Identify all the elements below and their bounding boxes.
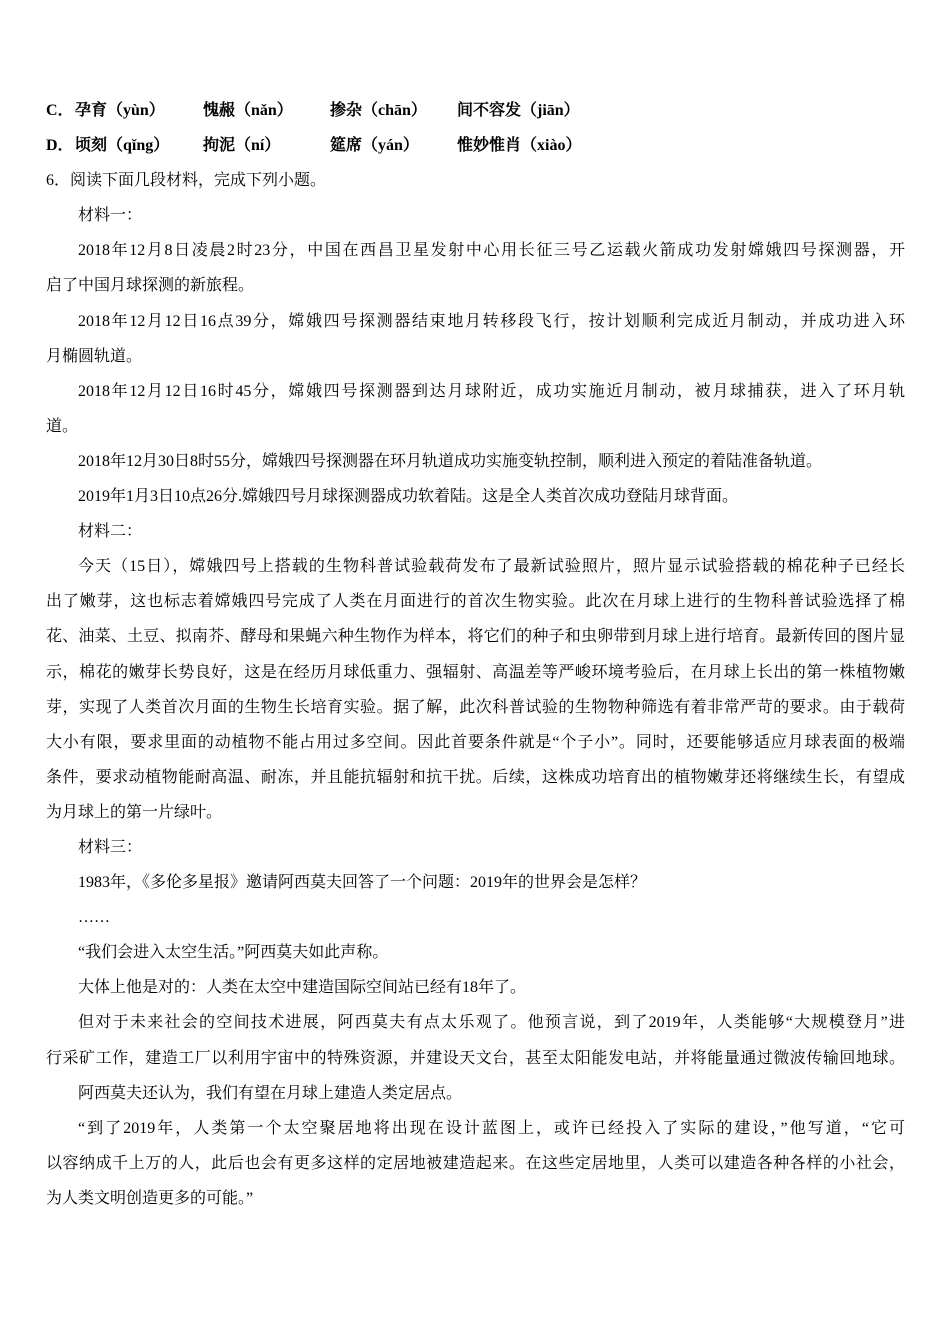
question-stem: 6．阅读下面几段材料，完成下列小题。 [46,172,327,190]
paragraph-line: 2018年12月8日凌晨2时23分，中国在西昌卫星发射中心用长征三号乙运载火箭成功发射嫦娥四号探测器，开 [78,242,905,260]
paragraph-line: “到了2019年，人类第一个太空聚居地将出现在设计蓝图上，或许已经投入了实际的建设，”他写道，“它可 [78,1119,905,1137]
material-1 [46,198,905,514]
paragraph-line: 道。 [46,417,79,435]
material-2 [46,514,905,830]
option-item: 间不容发（jiān） [457,102,580,119]
paragraph-line: 阿西莫夫还认为，我们有望在月球上建造人类定居点。 [78,1084,463,1102]
option-label: C． [46,102,74,119]
paragraph-line: 2018年12月30日8时55分，嫦娥四号探测器在环月轨道成功实施变轨控制，顺利进入预定的着陆准备轨道。 [78,452,823,470]
option-label: D． [46,137,74,155]
material-heading: 材料一： [78,207,143,225]
option-item: 惟妙惟肖（xiào） [457,137,582,155]
material-heading: 材料三： [78,838,143,856]
option-row-c [46,93,905,128]
option-item: 顷刻（qǐng） [75,137,170,155]
paragraph-line: 为月球上的第一片绿叶。 [46,803,223,821]
option-item: 拘泥（ní） [203,137,281,155]
paragraph-line: 2018年12月12日16点39分，嫦娥四号探测器结束地月转移段飞行，按计划顺利完成近月制动，并成功进入环 [78,312,905,330]
option-row-d [46,128,905,163]
option-item: 愧赧（nǎn） [203,102,293,119]
paragraph-line: 2019年1月3日10点26分.嫦娥四号月球探测器成功软着陆。这是全人类首次成功登陆月球背面。 [78,488,739,506]
paragraph-line: 芽，实现了人类首次月面的生物生长培育实验。据了解，此次科普试验的生物物种筛选有着非常严苛的要求。由于载荷 [46,698,905,716]
ellipsis-line: …… [78,909,110,927]
option-item: 孕育（yùn） [75,102,165,119]
paragraph-line: 1983年，《多伦多星报》邀请阿西莫夫回答了一个问题：2019年的世界会是怎样？ [78,874,647,892]
paragraph-line: “我们会进入太空生活。”阿西莫夫如此声称。 [78,944,389,962]
paragraph-line: 花、油菜、土豆、拟南芥、酵母和果蝇六种生物作为样本，将它们的种子和虫卵带到月球上进行培育。最新传回的图片显 [46,628,905,646]
paragraph-line: 条件，要求动植物能耐高温、耐冻，并且能抗辐射和抗干扰。后续，这株成功培育出的植物嫩芽还将继续生长，有望成 [46,768,905,786]
paragraph-line: 大体上他是对的：人类在太空中建造国际空间站已经有18年了。 [78,979,527,997]
paragraph-line: 今天（15日），嫦娥四号上搭载的生物科普试验载荷发布了最新试验照片，照片显示试验搭载的棉花种子已经长 [78,558,905,576]
paragraph-line: 大小有限，要求里面的动植物不能占用过多空间。因此首要条件就是“个子小”。同时，还要能够适应月球表面的极端 [46,733,905,751]
paragraph-line: 行采矿工作，建造工厂以利用宇宙中的特殊资源，并建设天文台，甚至太阳能发电站，并将能量通过微波传输回地球。 [46,1049,905,1067]
paragraph-line: 月椭圆轨道。 [46,347,143,365]
paragraph-line: 示，棉花的嫩芽长势良好，这是在经历月球低重力、强辐射、高温差等严峻环境考验后，在月球上长出的第一株植物嫩 [46,663,905,681]
option-item: 筵席（yán） [330,137,419,155]
option-item: 掺杂（chān） [330,102,427,119]
paragraph-line: 出了嫩芽，这也标志着嫦娥四号完成了人类在月面进行的首次生物实验。此次在月球上进行的生物科普试验选择了棉 [46,593,905,611]
paragraph-line: 以容纳成千上万的人，此后也会有更多这样的定居地被建造起来。在这些定居地里，人类可以建造各种各样的小社会， [46,1154,905,1172]
paragraph-line: 启了中国月球探测的新旅程。 [46,277,255,295]
material-heading: 材料二： [78,523,143,541]
document-page [46,93,905,1216]
paragraph-line: 为人类文明创造更多的可能。” [46,1189,254,1207]
paragraph-line: 但对于未来社会的空间技术进展，阿西莫夫有点太乐观了。他预言说，到了2019年，人类能够“大规模登月”进 [78,1014,905,1032]
paragraph-line: 2018年12月12日16时45分，嫦娥四号探测器到达月球附近，成功实施近月制动，被月球捕获，进入了环月轨 [78,382,905,400]
material-3 [46,830,905,1216]
